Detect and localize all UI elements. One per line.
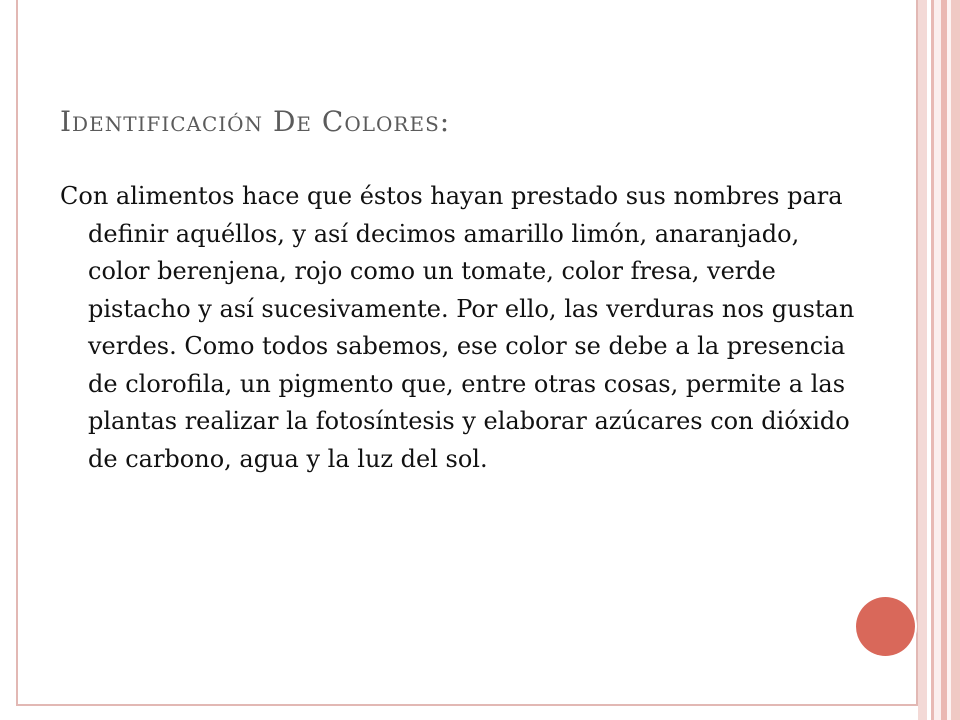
slide-title: Identificación De Colores: — [60, 105, 451, 138]
decorative-stripe — [951, 0, 960, 720]
decorative-stripe — [918, 0, 927, 720]
accent-circle-icon — [856, 597, 915, 656]
decorative-stripe — [934, 0, 941, 720]
slide-body-text: Con alimentos hace que éstos hayan prestado sus nombres para definir aquéllos, y así decimos amarillo limón, anaranjado, color berenjena, rojo como un tomate, color fresa, verde pistacho y así sucesivamente. Por ello, las verduras nos gustan verdes. Como todos sabemos, ese color se debe a la presencia de clorofila, un pigmento que, entre otras cosas, permite a las plantas realizar la fotosíntesis y elaborar azúcares con dióxido de carbono, agua y la luz del sol. — [60, 182, 855, 473]
